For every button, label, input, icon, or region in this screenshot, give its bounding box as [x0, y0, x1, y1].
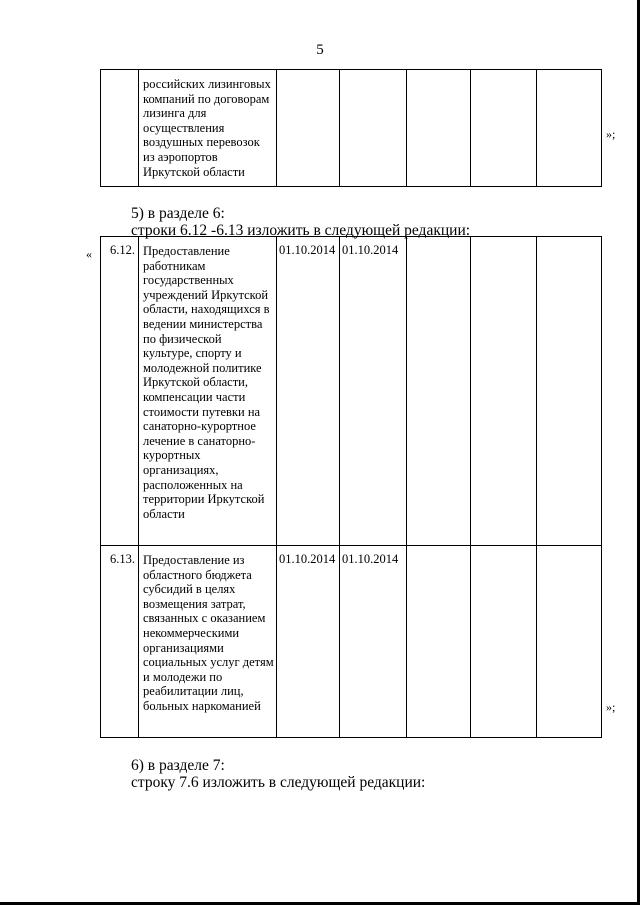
- empty-cell: [407, 70, 471, 187]
- row-start-date: 01.10.2014: [277, 237, 340, 546]
- row-number: 6.13.: [101, 546, 139, 738]
- empty-cell: [537, 70, 602, 187]
- row-end-date: 01.10.2014: [340, 546, 407, 738]
- section6-instruction: строку 7.6 изложить в следующей редакции:: [131, 774, 426, 791]
- table-continuation: [100, 69, 602, 187]
- table-section6: [100, 236, 602, 738]
- closing-quote-mark: »;: [606, 700, 616, 714]
- empty-cell: [537, 546, 602, 738]
- row-start-date: 01.10.2014: [277, 546, 340, 738]
- section6-heading: 6) в разделе 7:: [131, 757, 225, 774]
- row-number: [101, 70, 139, 187]
- row-number: 6.12.: [101, 237, 139, 546]
- row-end-date: 01.10.2014: [340, 237, 407, 546]
- table-row: [101, 546, 602, 738]
- row-end-date: [340, 70, 407, 187]
- section5-heading: 5) в разделе 6:: [131, 205, 225, 222]
- table-row: [101, 237, 602, 546]
- empty-cell: [407, 237, 471, 546]
- row-description: Предоставление работникам государственных учреждений Иркутской области, находящихся в ведении министерства по физической культуре, спорту и молодежной политике Иркутской области, компенсации части стоимости путевки на санаторно-курортное лечение в санаторно-курортных организациях, расположенных на территории Иркутской области: [139, 237, 277, 546]
- table-row: [101, 70, 602, 187]
- section5-instruction: строки 6.12 -6.13 изложить в следующей редакции:: [131, 222, 471, 239]
- empty-cell: [471, 546, 537, 738]
- page-number: 5: [316, 42, 324, 58]
- row-start-date: [277, 70, 340, 187]
- opening-quote-mark: «: [86, 247, 92, 261]
- closing-quote-mark: »;: [606, 127, 616, 141]
- empty-cell: [537, 237, 602, 546]
- empty-cell: [471, 70, 537, 187]
- empty-cell: [407, 546, 471, 738]
- empty-cell: [471, 237, 537, 546]
- row-description: российских лизинговых компаний по договорам лизинга для осуществления воздушных перевозок из аэропортов Иркутской области: [139, 70, 277, 187]
- row-description: Предоставление из областного бюджета субсидий в целях возмещения затрат, связанных с оказанием некоммерческими организациями социальных услуг детям и молодежи по реабилитации лиц, больных наркоманией: [139, 546, 277, 738]
